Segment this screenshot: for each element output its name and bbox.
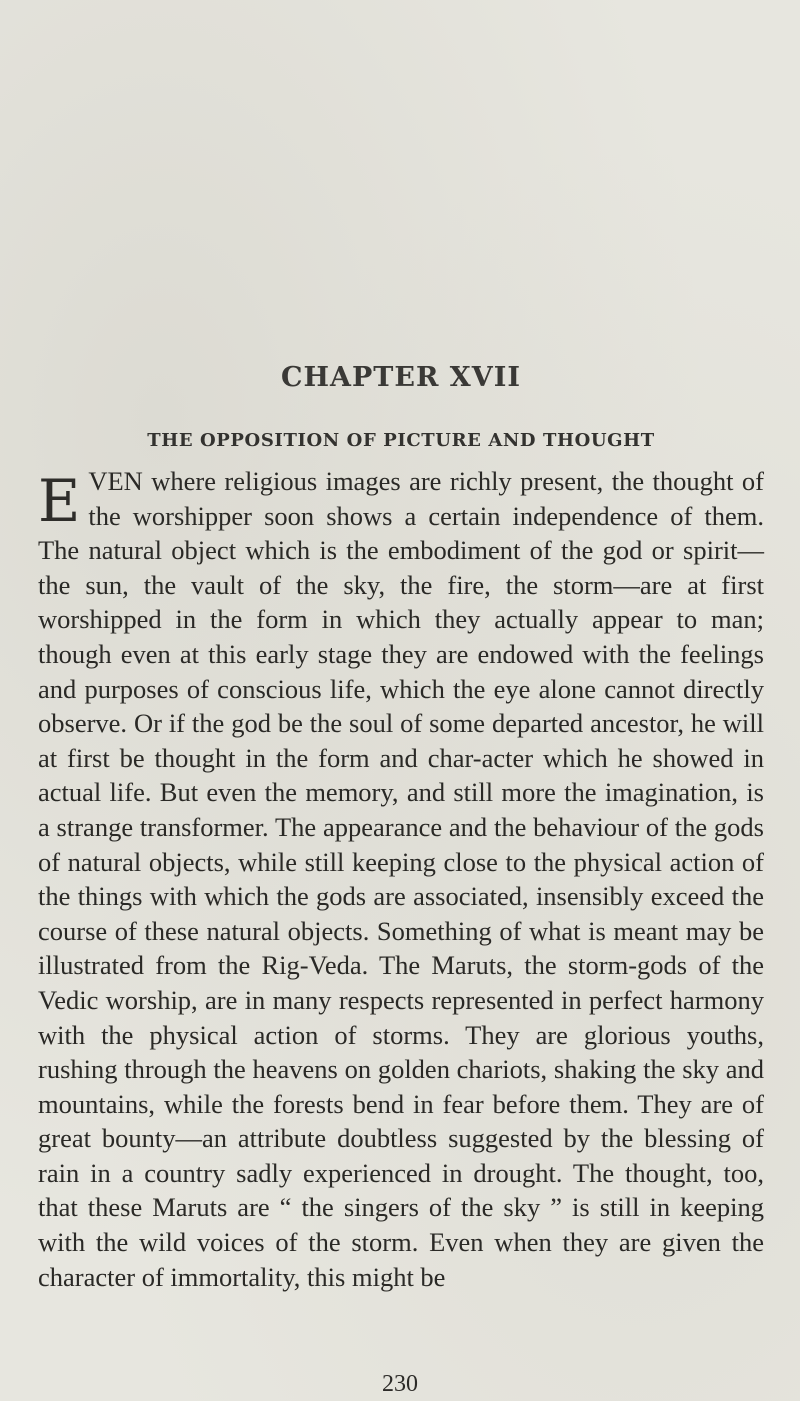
paragraph-text: VEN where religious images are richly present, the thought of the worshipper soon shows a certain independence of them. The natural object which is the embodiment of the god or spirit—the sun, the vault of the sky, the fire, the storm—are at first worshipped in the form in which they actually appear to man; though even at this early stage they are endowed with the feelings and purposes of conscious life, which the eye alone cannot directly observe. Or if the god be the soul of some departed ancestor, he will at first be thought in the form and char-acter which he showed in actual life. But even the memory, and still more the imagination, is a strange transformer. The appearance and the behaviour of the gods of natural objects, while still keeping close to the physical action of the things with which the gods are associated, insensibly exceed the course of these natural objects. Something of what is meant may be illustrated from the Rig-Veda. The Maruts, the storm-gods of the Vedic worship, are in many respects represented in perfect harmony with the physical action of storms. They are glorious youths, rushing through the heavens on golden chariots, shaking the sky and mountains, while the forests bend in fear before them. They are of great bounty—an attribute doubtless suggested by the blessing of rain in a country sadly experienced in drought. The thought, too, that these Maruts are “ the singers of the sky ” is still in keeping with the wild voices of the storm. Even when they are given the character of immortality, this might be [38, 466, 764, 1292]
chapter-title: THE OPPOSITION OF PICTURE AND THOUGHT [147, 430, 655, 451]
chapter-heading: CHAPTER XVII [281, 362, 521, 393]
book-page [38, 360, 764, 1294]
body-paragraph [38, 464, 764, 1294]
page-number: 230 [382, 1371, 418, 1397]
drop-cap: E [38, 467, 81, 535]
